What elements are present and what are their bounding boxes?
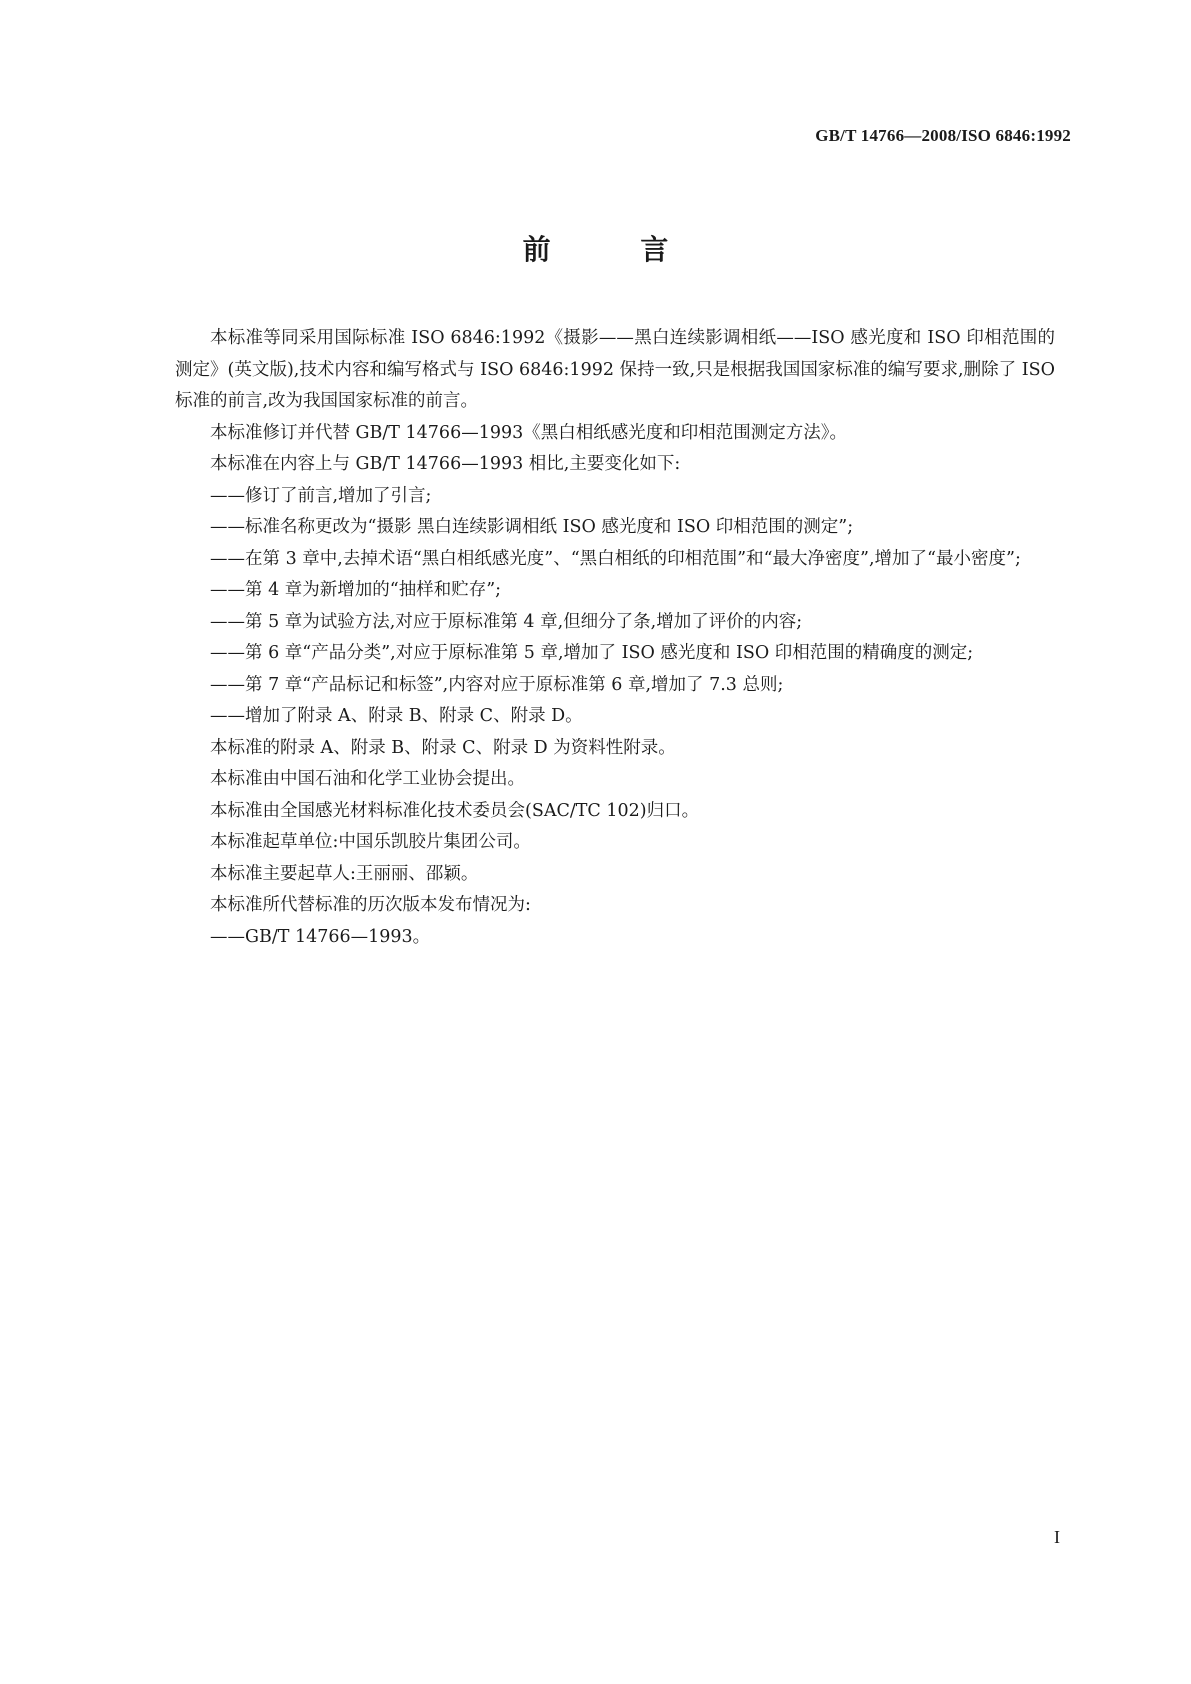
document-body — [175, 323, 1055, 953]
change-item: ——第 5 章为试验方法,对应于原标准第 4 章,但细分了条,增加了评价的内容; — [210, 611, 803, 632]
change-item: ——第 6 章“产品分类”,对应于原标准第 5 章,增加了 ISO 感光度和 ISO 印相范围的精确度的测定; — [210, 643, 974, 663]
page-title: 前 言 — [522, 233, 709, 266]
paragraph-adoption: 本标准等同采用国际标准 ISO 6846:1992《摄影——黑白连续影调相纸——ISO 感光度和 ISO 印相范围的测定》(英文版),技术内容和编写格式与 ISO 6846:1992 保持一致,只是根据我国国家标准的编写要求,删除了 ISO 标准的前言,改为我国国家标准的前言。 — [175, 328, 1055, 411]
replaced-version-item: ——GB/T 14766—1993。 — [210, 926, 431, 947]
change-item: ——第 4 章为新增加的“抽样和贮存”; — [210, 580, 502, 600]
paragraph-changes-intro: 本标准在内容上与 GB/T 14766—1993 相比,主要变化如下: — [210, 454, 681, 474]
change-item: ——修订了前言,增加了引言; — [210, 485, 432, 506]
paragraph-proposer: 本标准由中国石油和化学工业协会提出。 — [210, 769, 525, 789]
paragraph-drafting-unit: 本标准起草单位:中国乐凯胶片集团公司。 — [210, 832, 531, 852]
page-number: I — [1054, 1527, 1060, 1547]
paragraph-annexes: 本标准的附录 A、附录 B、附录 C、附录 D 为资料性附录。 — [210, 737, 676, 758]
change-item: ——标准名称更改为“摄影 黑白连续影调相纸 ISO 感光度和 ISO 印相范围的测定”; — [210, 517, 854, 537]
paragraph-drafters: 本标准主要起草人:王丽丽、邵颖。 — [210, 863, 479, 884]
change-item: ——在第 3 章中,去掉术语“黑白相纸感光度”、“黑白相纸的印相范围”和“最大净密度”,增加了“最小密度”; — [210, 548, 1021, 569]
change-item: ——第 7 章“产品标记和标签”,内容对应于原标准第 6 章,增加了 7.3 总则; — [210, 674, 784, 695]
standard-code: GB/T 14766—2008/ISO 6846:1992 — [815, 126, 1071, 145]
paragraph-supersedes: 本标准修订并代替 GB/T 14766—1993《黑白相纸感光度和印相范围测定方法》。 — [210, 422, 847, 443]
change-item: ——增加了附录 A、附录 B、附录 C、附录 D。 — [210, 706, 583, 726]
paragraph-committee: 本标准由全国感光材料标准化技术委员会(SAC/TC 102)归口。 — [210, 800, 700, 821]
paragraph-history-intro: 本标准所代替标准的历次版本发布情况为: — [210, 895, 531, 915]
